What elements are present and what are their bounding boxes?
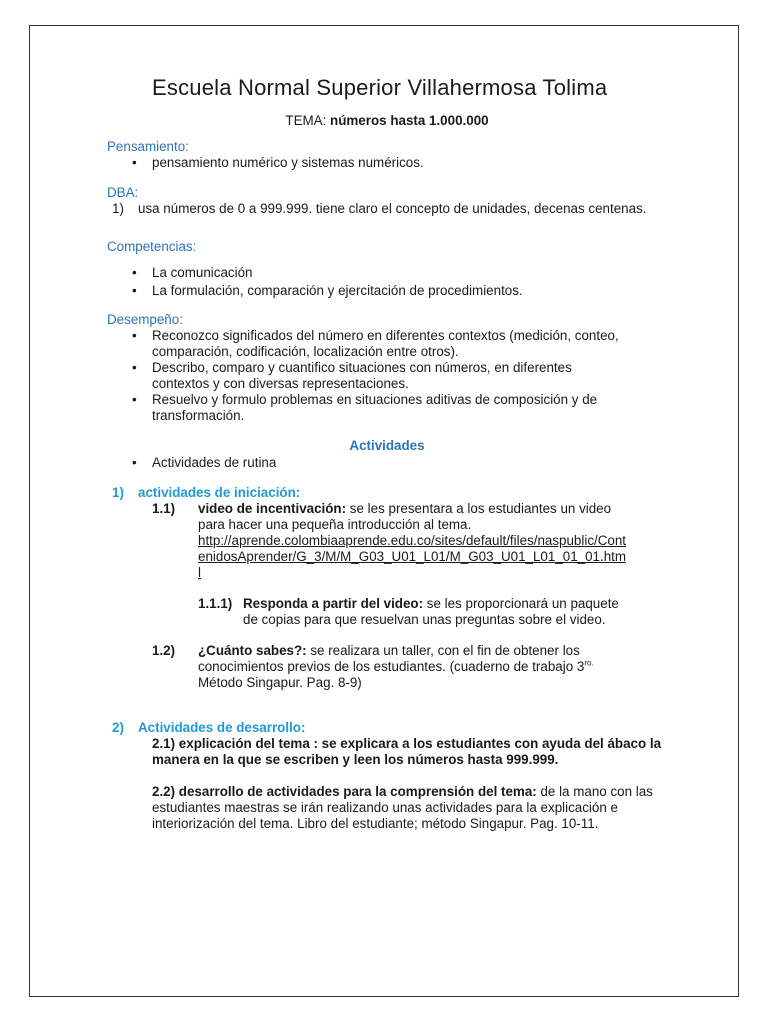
comprension-paragraph — [107, 784, 667, 832]
dba-heading: DBA: — [107, 185, 139, 200]
dba-number: 1) — [112, 201, 124, 216]
video-item — [107, 501, 667, 581]
cuanto-number: 1.2) — [152, 643, 176, 658]
competencias-heading: Competencias: — [107, 239, 197, 254]
video-text: se les presentara a los estudiantes un video para hacer una pequeña introducción al tema. — [198, 501, 612, 532]
actividades-heading: Actividades — [349, 438, 425, 453]
cuanto-label: ¿Cuánto sabes?: — [198, 643, 307, 658]
iniciacion-title: actividades de iniciación: — [138, 485, 301, 500]
dba-text: usa números de 0 a 999.999. tiene claro el concepto de unidades, decenas centenas. — [138, 201, 647, 216]
comprension-label: 2.2) desarrollo de actividades para la comprensión del tema: — [152, 784, 537, 799]
desarrollo-title: Actividades de desarrollo: — [138, 720, 306, 735]
desempeno-list — [107, 328, 667, 424]
tema-label: TEMA: — [285, 113, 327, 128]
iniciacion-number: 1) — [112, 485, 124, 500]
document-body — [107, 75, 667, 832]
video-label: video de incentivación: — [198, 501, 347, 516]
cuanto-sup: ro. — [584, 658, 594, 668]
list-item: • pensamiento numérico y sistemas numéricos. — [107, 155, 667, 171]
responda-text: se les proporcionará un paquete de copias para que resuelvan unas preguntas sobre el video. — [243, 596, 619, 627]
explicacion-paragraph — [107, 736, 667, 768]
video-link[interactable]: http://aprende.colombiaaprende.edu.co/sites/default/files/naspublic/ContenidosAprender/G_3/M/M_G03_U01_L01/M_G03_U01_L01_01_01.html — [198, 533, 627, 580]
desarrollo-section — [107, 720, 667, 736]
list-item: • Reconozco significados del número en diferentes contextos (medición, conteo, comparación, codificación, localización entre otros). — [107, 328, 627, 360]
tema-line — [107, 113, 667, 129]
pensamiento-list — [107, 155, 667, 171]
comprension-text: de la mano con las estudiantes maestras se irán realizando unas actividades para la explicación e interiorización del tema. Libro del estudiante; método Singapur. Pag. 10-11. — [152, 784, 653, 831]
responda-number: 1.1.1) — [198, 596, 233, 611]
list-item: • Actividades de rutina — [107, 455, 667, 471]
list-item: • Resuelvo y formulo problemas en situaciones aditivas de composición y de transformación. — [107, 392, 662, 424]
tema-value: números hasta 1.000.000 — [330, 113, 489, 128]
video-number: 1.1) — [152, 501, 176, 516]
desempeno-heading: Desempeño: — [107, 312, 183, 327]
cuanto-text2: Método Singapur. Pag. 8-9) — [198, 675, 362, 690]
competencias-list — [107, 265, 667, 299]
document-title: Escuela Normal Superior Villahermosa Tolima — [152, 75, 608, 100]
responda-item — [107, 596, 667, 628]
cuanto-item — [107, 643, 667, 691]
iniciacion-section — [107, 485, 667, 501]
list-item: • Describo, comparo y cuantifico situaciones con números, en diferentes contextos y con diversas representaciones. — [107, 360, 627, 392]
cuanto-text: se realizara un taller, con el fin de obtener los conocimientos previos de los estudiantes. (cuaderno de trabajo 3 — [198, 643, 585, 674]
pensamiento-heading: Pensamiento: — [107, 139, 189, 154]
responda-label: Responda a partir del video: — [243, 596, 424, 611]
list-item: • La formulación, comparación y ejercitación de procedimientos. — [107, 283, 667, 299]
list-item: • La comunicación — [107, 265, 667, 281]
explicacion-text: 2.1) explicación del tema : se explicara a los estudiantes con ayuda del ábaco la manera en la que se escriben y leen los números hasta 999.999. — [152, 736, 662, 767]
rutina-list — [107, 455, 667, 471]
dba-item — [107, 201, 667, 217]
desarrollo-number: 2) — [112, 720, 124, 735]
